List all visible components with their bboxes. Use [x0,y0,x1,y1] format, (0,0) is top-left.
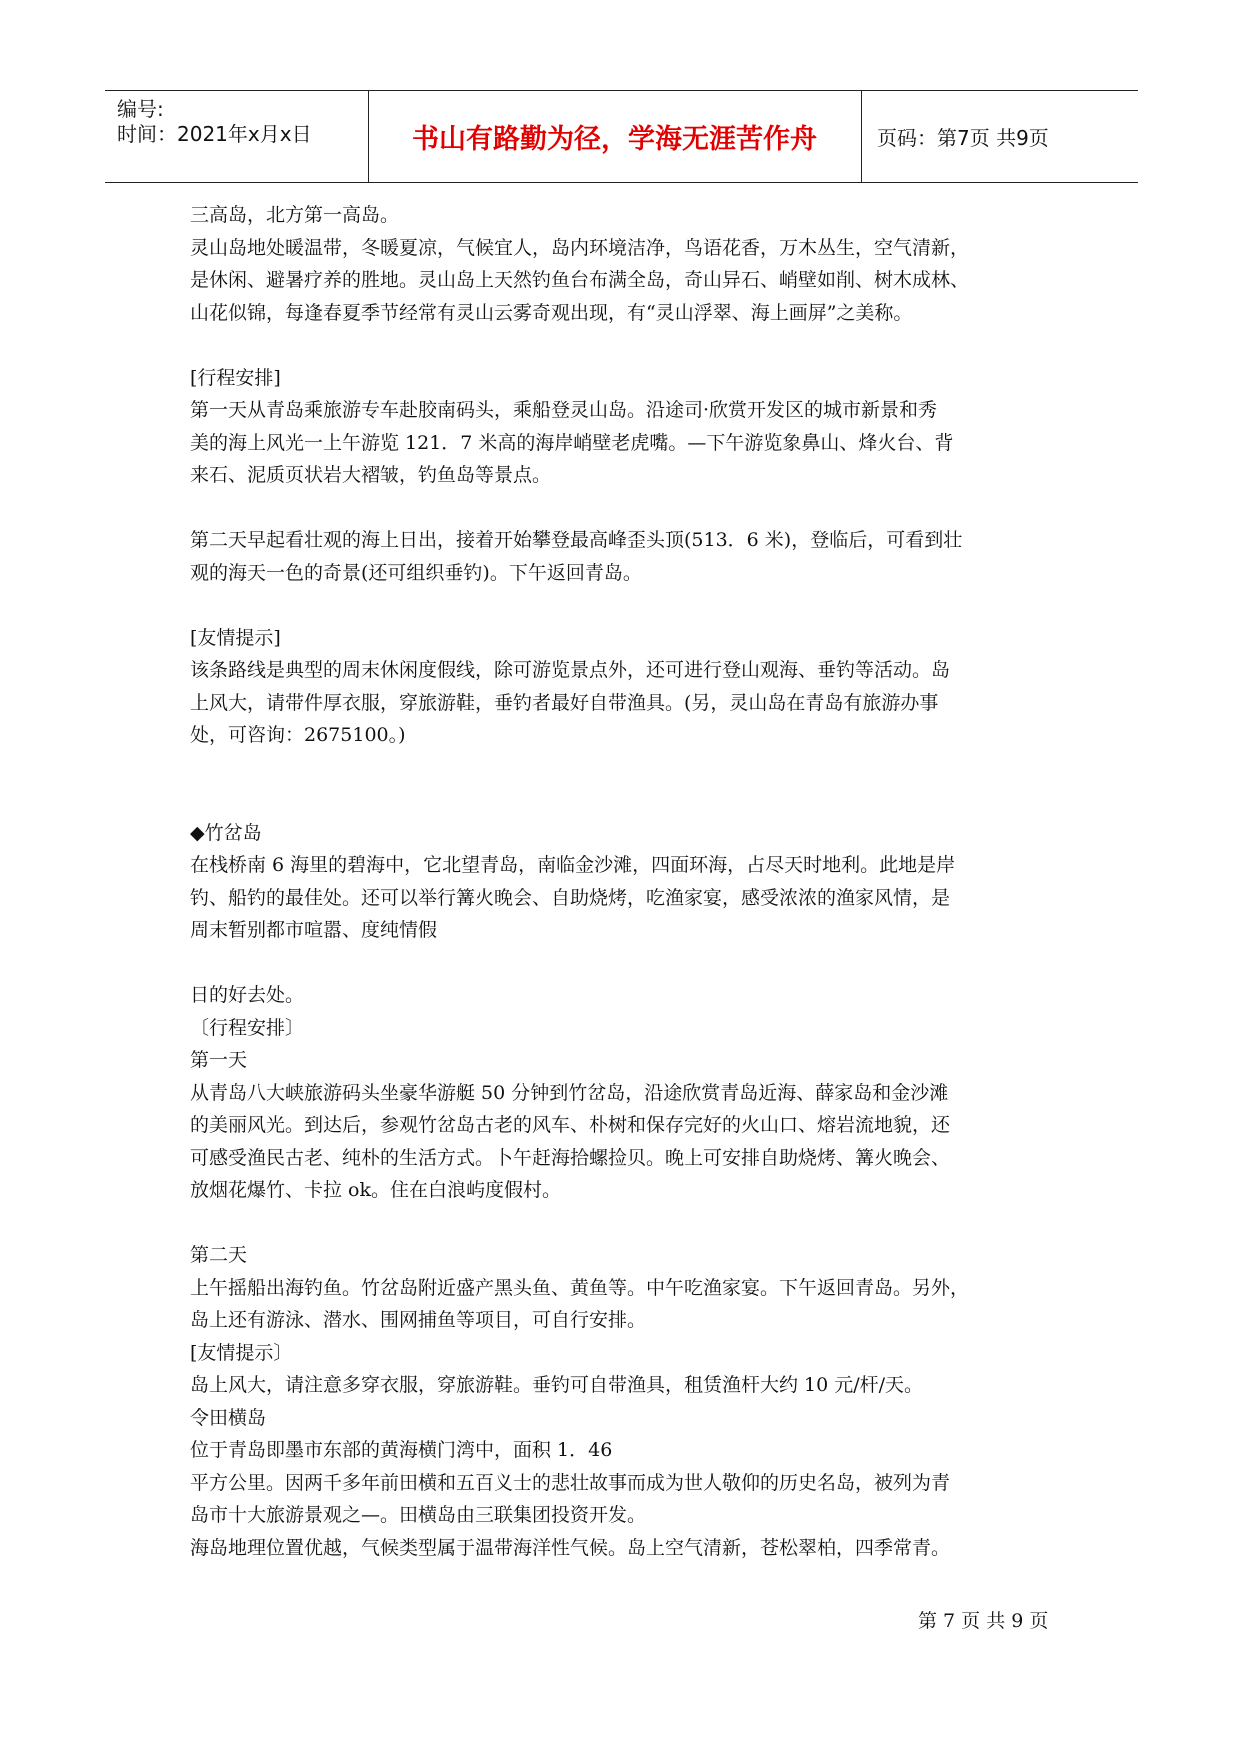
header-info-cell [105,91,369,182]
body-text-line: 是休闲、避暑疗养的胜地。灵山岛上天然钓鱼台布满全岛，奇山异石、峭壁如削、树木成林、 [190,269,970,291]
blank-line [190,329,1090,362]
body-text-line: 美的海上风光一上午游览 121．7 米高的海岸峭壁老虎嘴。—下午游览象鼻山、烽火台、背 [190,431,954,454]
body-text-line: 钓、船钓的最佳处。还可以举行篝火晚会、自助烧烤，吃渔家宴，感受浓浓的渔家风情，是 [190,886,951,909]
body-text-line: 灵山岛地处暖温带，冬暖夏凉，气候宜人，岛内环境洁净，鸟语花香，万木丛生，空气清新， [190,236,970,259]
body-text-line: 可感受渔民古老、纯朴的生活方式。卜午赶海拾螺捡贝。晚上可安排自助烧烤、篝火晚会、 [190,1146,951,1169]
motto-text: 书山有路勤为径，学海无涯苦作舟 [412,124,817,155]
body-text-line: 山花似锦，每逢春夏季节经常有灵山云雾奇观出现，有“灵山浮翠、海上画屏”之美称。 [190,301,913,324]
body-text-line: 海岛地理位置优越，气候类型属于温带海洋性气候。岛上空气清新，苍松翠柏，四季常青。 [190,1536,951,1559]
time-label: 时间：2021年x月x日 [117,122,312,146]
body-text-line: 来石、泥质页状岩大褶皱，钓鱼岛等景点。 [190,464,552,486]
body-text-line: 〔行程安排〕 [190,1016,305,1039]
blank-line [190,947,1090,980]
body-text-line: 从青岛八大峡旅游码头坐豪华游艇 50 分钟到竹岔岛，沿途欣赏青岛近海、薛家岛和金沙滩 [190,1081,949,1104]
body-text-line: 的美丽风光。到达后，参观竹岔岛古老的风车、朴树和保存完好的火山口、熔岩流地貌，还 [190,1114,951,1136]
body-text-line: 三高岛，北方第一高岛。 [190,204,400,226]
body-text-line: 岛上风大，请注意多穿衣服，穿旅游鞋。垂钓可自带渔具，租赁渔杆大约 10 元/杆/天。 [190,1374,924,1396]
body-text-line: 第一天从青岛乘旅游专车赴胶南码头，乘船登灵山岛。沿途司·欣赏开发区的城市新景和秀 [190,399,938,421]
page-code: 页码：第7页 共9页 [877,126,1049,150]
body-text-line: 周末暂别都市喧嚣、度纯情假 [190,919,438,941]
body-text-line: 日的好去处。 [190,984,305,1006]
header-motto-cell [368,91,862,182]
body-text-line: 平方公里。因两千多年前田横和五百义士的悲壮故事而成为世人敬仰的历史名岛，被列为青 [190,1471,951,1494]
body-text-line: [友情提示] [190,626,281,649]
body-text-line: 第二天早起看壮观的海上日出，接着开始攀登最高峰歪头顶(513．6 米)，登临后，可看到壮 [190,529,963,551]
blank-line [190,589,1090,622]
body-text-line: [行程安排] [190,366,281,389]
blank-line [190,752,1090,785]
body-text-line: 第一天 [190,1049,248,1071]
page-footer: 第 7 页 共 9 页 [918,1610,1049,1632]
body-text-line: ◆竹岔岛 [190,821,262,844]
body-text-line: [友情提示〕 [190,1341,293,1364]
document-body [190,199,1090,1564]
body-text-line: 岛上还有游泳、潜水、围网捕鱼等项目，可自行安排。 [190,1309,647,1331]
body-text-line: 在栈桥南 6 海里的碧海中，它北望青岛，南临金沙滩，四面环海，占尽天时地利。此地是岸 [190,854,956,876]
page-header [105,90,1138,183]
number-label: 编号: [117,97,164,121]
body-text-line: 该条路线是典型的周末休闲度假线，除可游览景点外，还可进行登山观海、垂钓等活动。岛 [190,659,951,681]
body-text-line: 处，可咨询：2675100。) [190,724,406,746]
body-text-line: 第二天 [190,1244,248,1266]
body-text-line: 放烟花爆竹、卡拉 ok。住在白浪屿度假村。 [190,1179,561,1201]
body-text-line: 观的海天一色的奇景(还可组织垂钓)。下午返回青岛。 [190,561,642,584]
header-page-cell [861,91,1138,182]
body-text-line: 岛市十大旅游景观之—。田横岛由三联集团投资开发。 [190,1504,647,1526]
blank-line [190,784,1090,817]
body-text-line: 位于青岛即墨市东部的黄海横门湾中，面积 1．46 [190,1439,613,1461]
blank-line [190,1207,1090,1240]
body-text-line: 上风大，请带件厚衣服，穿旅游鞋，垂钓者最好自带渔具。(另，灵山岛在青岛有旅游办事 [190,691,939,714]
body-text-line: 上午摇船出海钓鱼。竹岔岛附近盛产黑头鱼、黄鱼等。中午吃渔家宴。下午返回青岛。另外， [190,1276,970,1299]
body-text-line: 令田横岛 [190,1406,267,1429]
blank-line [190,492,1090,525]
